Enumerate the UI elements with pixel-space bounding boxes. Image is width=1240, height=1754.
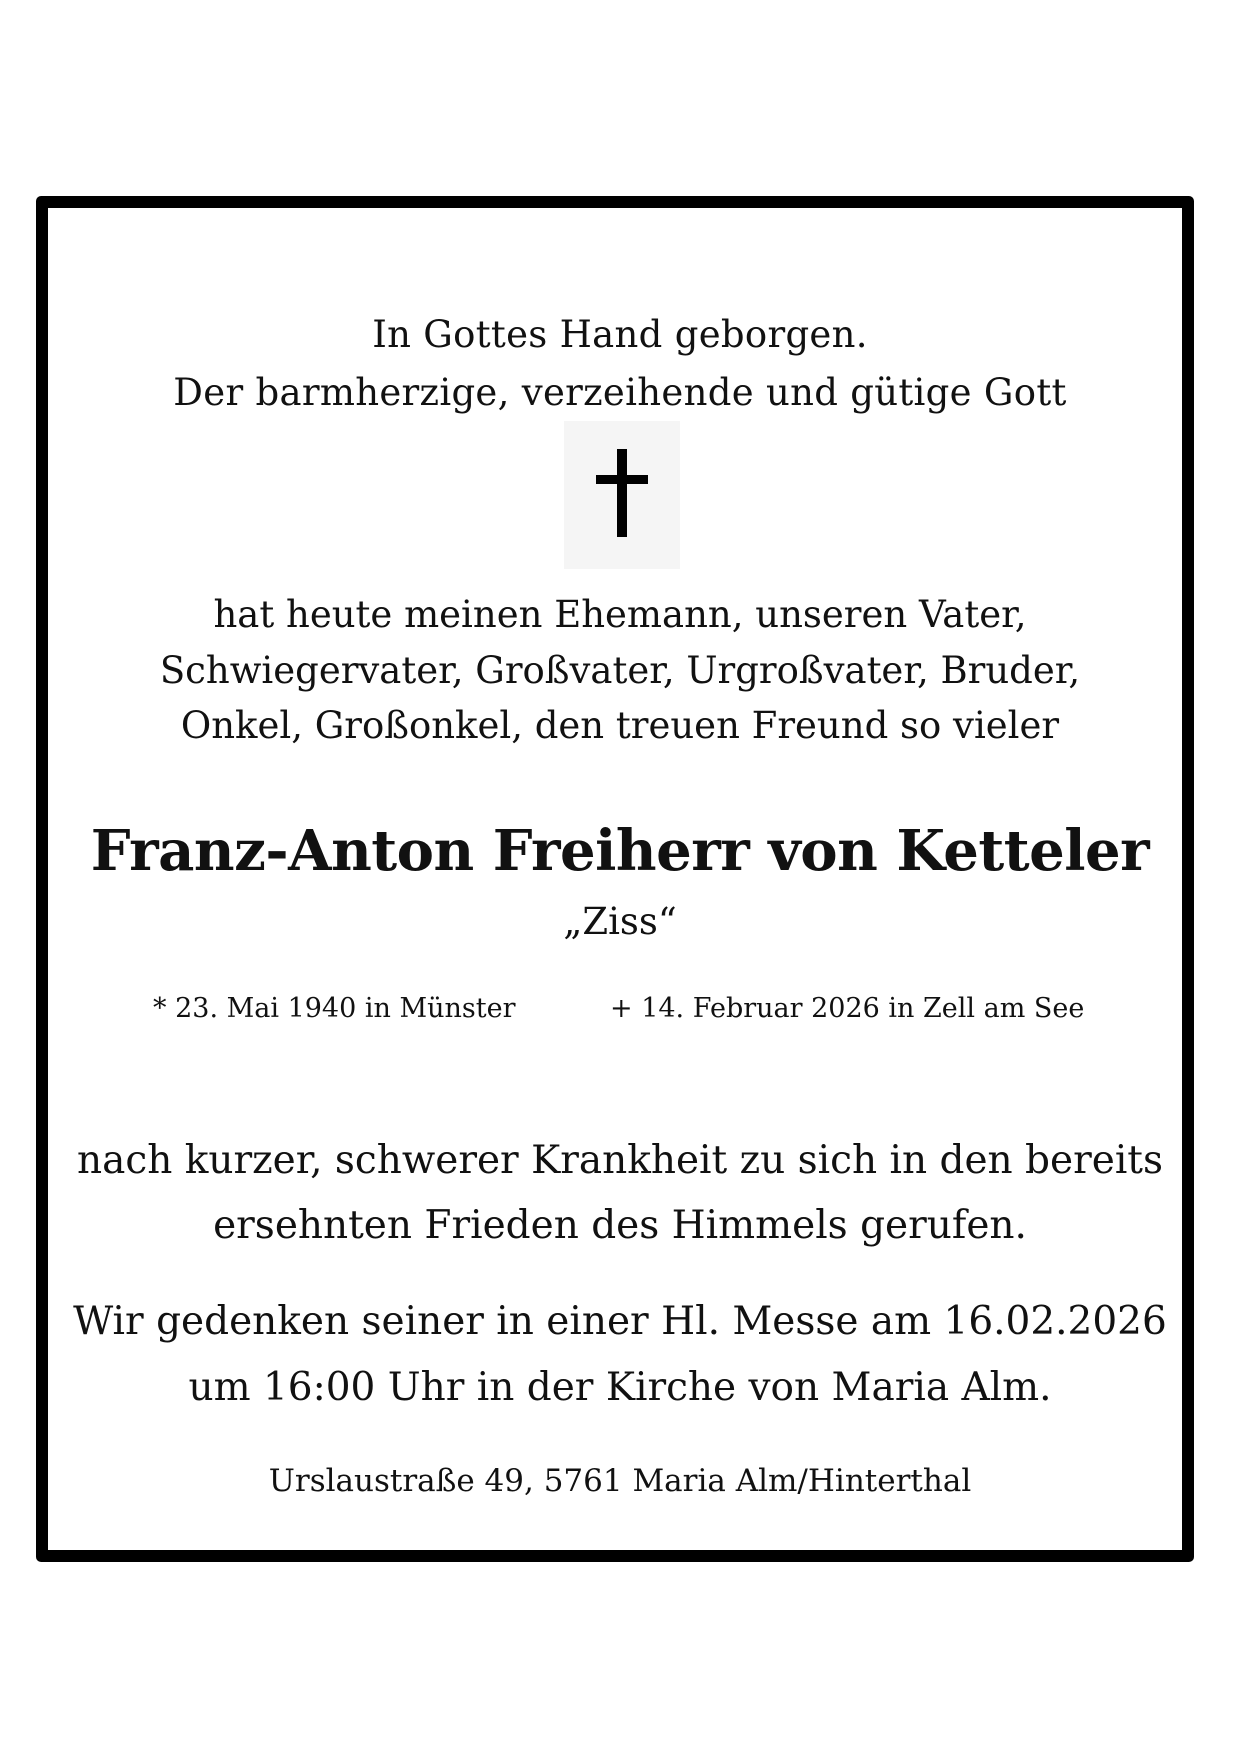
deceased-name: Franz-Anton Freiherr von Ketteler [90,818,1150,884]
announcement-line-2: Schwiegervater, Großvater, Urgroßvater, Bruder, [159,649,1081,692]
cross-icon [564,421,680,569]
passing-line-1: nach kurzer, schwerer Krankheit zu sich in den bereits [76,1138,1163,1183]
intro-line-1: In Gottes Hand geborgen. [372,313,868,356]
birth-date: * 23. Mai 1940 in Münster [153,993,516,1024]
death-date: + 14. Februar 2026 in Zell am See [610,993,1085,1024]
address: Urslaustraße 49, 5761 Maria Alm/Hinterthal [268,1463,972,1499]
announcement-line-3: Onkel, Großonkel, den treuen Freund so vieler [180,704,1060,747]
mass-line-1: Wir gedenken seiner in einer Hl. Messe am 16.02.2026 [73,1299,1167,1344]
announcement-line-1: hat heute meinen Ehemann, unseren Vater, [213,593,1027,636]
passing-line-2: ersehnten Frieden des Himmels gerufen. [213,1203,1027,1248]
deceased-nickname: „Ziss“ [563,900,677,943]
intro-line-2: Der barmherzige, verzeihende und gütige Gott [173,371,1067,414]
mass-line-2: um 16:00 Uhr in der Kirche von Maria Alm. [188,1365,1052,1410]
